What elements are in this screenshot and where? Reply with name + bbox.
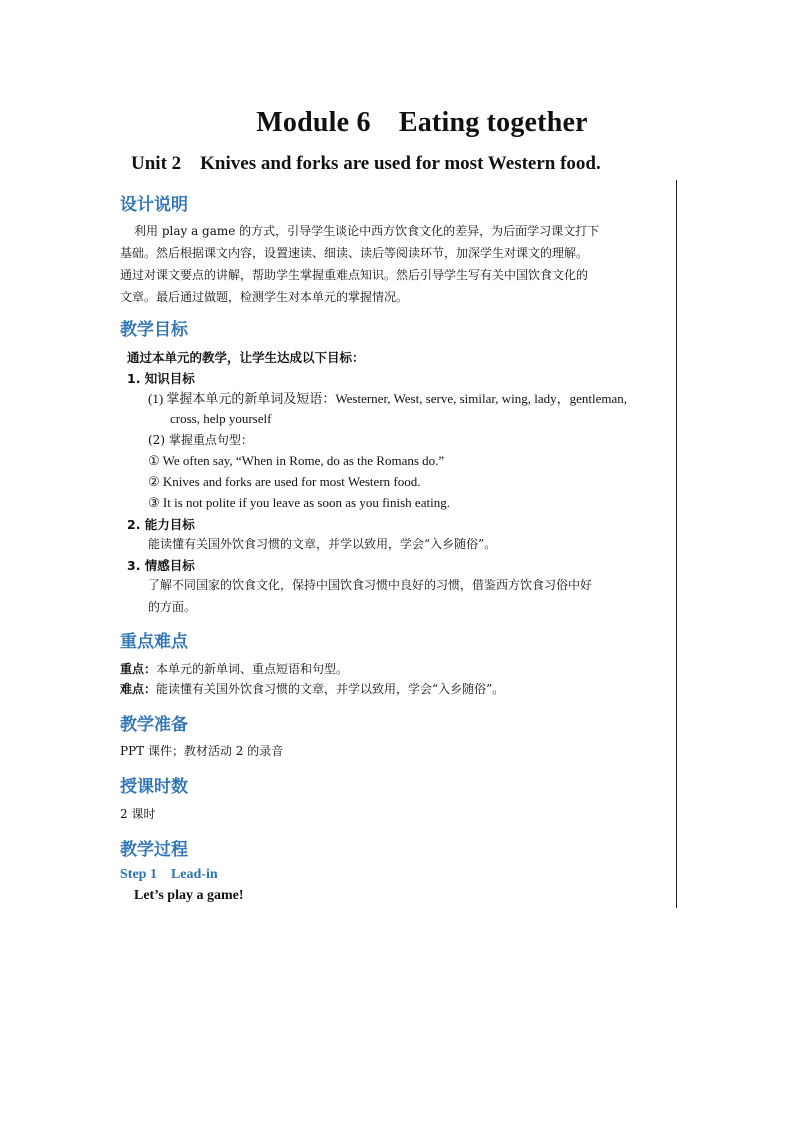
hours-heading: 授课时数 bbox=[120, 777, 188, 797]
focus-text: 本单元的新单词、重点短语和句型。 bbox=[156, 662, 349, 676]
hours-text: 2 课时 bbox=[120, 807, 156, 821]
knowledge-item-1-cont: cross, help yourself bbox=[170, 411, 272, 426]
sentence-2: ② Knives and forks are used for most Western food. bbox=[148, 474, 421, 489]
step-label: Step 1 bbox=[120, 867, 157, 882]
margin-rule bbox=[676, 180, 677, 908]
prep-text: PPT 课件；教材活动 2 的录音 bbox=[120, 744, 284, 758]
difficulty-line bbox=[120, 678, 504, 700]
emotion-goal-label: 3. 情感目标 bbox=[127, 558, 195, 573]
design-line-4: 文章。最后通过做题，检测学生对本单元的掌握情况。 bbox=[120, 290, 409, 304]
design-heading: 设计说明 bbox=[120, 195, 188, 215]
design-line-3: 通过对课文要点的讲解，帮助学生掌握重难点知识。然后引导学生写有关中国饮食文化的 bbox=[120, 268, 589, 282]
focus-line bbox=[120, 658, 348, 680]
goals-heading: 教学目标 bbox=[120, 320, 188, 340]
lead-in-text: Let’s play a game! bbox=[134, 888, 244, 903]
knowledge-goal-label: 1. 知识目标 bbox=[127, 371, 195, 386]
prep-heading: 教学准备 bbox=[120, 715, 188, 735]
knowledge-item-2: (2) 掌握重点句型： bbox=[148, 433, 253, 447]
key-heading: 重点难点 bbox=[120, 632, 188, 652]
goals-intro: 通过本单元的教学，让学生达成以下目标： bbox=[127, 350, 365, 365]
emotion-goal-text-1: 了解不同国家的饮食文化，保持中国饮食习惯中良好的习惯，借鉴西方饮食习俗中好 bbox=[148, 578, 593, 592]
sentence-1: ① We often say, “When in Rome, do as the Romans do.” bbox=[148, 453, 445, 468]
difficulty-label: 难点： bbox=[120, 682, 157, 696]
step-name: Lead-in bbox=[170, 867, 218, 882]
design-line-2: 基础。然后根据课文内容，设置速读、细读、读后等阅读环节，加深学生对课文的理解。 bbox=[120, 246, 589, 260]
module-title: Module 6 Eating together bbox=[256, 107, 588, 138]
sentence-3: ③ It is not polite if you leave as soon as you finish eating. bbox=[148, 495, 450, 510]
ability-goal-label: 2. 能力目标 bbox=[127, 517, 195, 532]
focus-label: 重点： bbox=[120, 662, 157, 676]
ability-goal-text: 能读懂有关国外饮食习惯的文章，并学以致用，学会“入乡随俗”。 bbox=[148, 537, 497, 551]
unit-subtitle: Unit 2 Knives and forks are used for most Western food. bbox=[131, 153, 601, 174]
design-line-1: 利用 play a game 的方式，引导学生谈论中西方饮食文化的差异，为后面学习课文打下 bbox=[134, 224, 600, 238]
emotion-goal-text-2: 的方面。 bbox=[148, 600, 197, 614]
difficulty-text: 能读懂有关国外饮食习惯的文章，并学以致用，学会“入乡随俗”。 bbox=[156, 682, 505, 696]
step-1 bbox=[120, 867, 218, 883]
process-heading: 教学过程 bbox=[120, 840, 188, 860]
knowledge-item-1: (1) 掌握本单元的新单词及短语：Westerner, West, serve, similar, wing, lady，gentleman, bbox=[148, 391, 627, 406]
